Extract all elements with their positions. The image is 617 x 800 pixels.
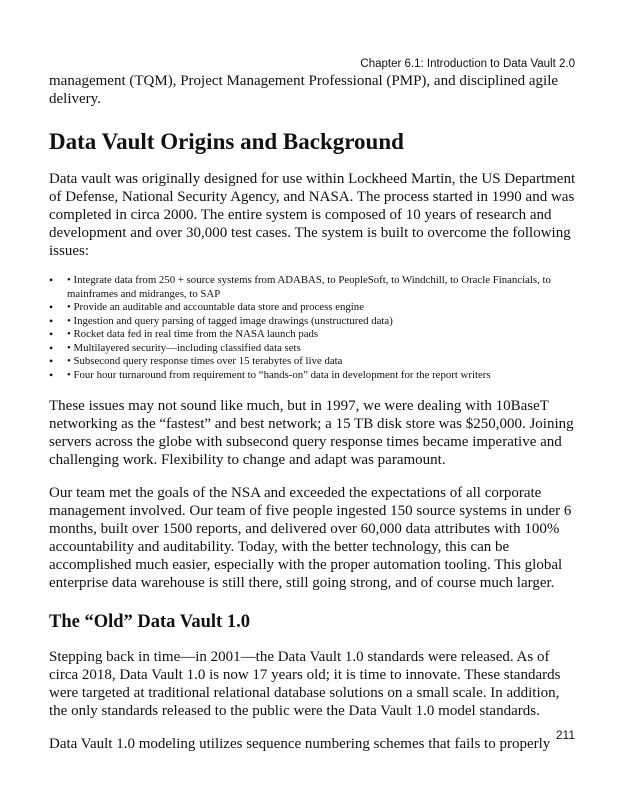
issues-bullet-list xyxy=(49,274,577,382)
list-item: • • Subsecond query response times over 15 terabytes of live data xyxy=(67,355,577,369)
dv1-paragraph-1: Stepping back in time—in 2001—the Data Vault 1.0 standards were released. As of circa 2018, Data Vault 1.0 is now 17 years old; it is time to innovate. These standards were targeted at traditional relational database solutions on a small scale. In addition, the only standards released to the public were the Data Vault 1.0 model standards. xyxy=(49,649,561,719)
intro-continuation-paragraph: management (TQM), Project Management Professional (PMP), and disciplined agile delivery. xyxy=(49,73,559,107)
page-body xyxy=(49,72,577,753)
origins-paragraph-2: These issues may not sound like much, but in 1997, we were dealing with 10BaseT networking as the “fastest” and best network; a 15 TB disk store was $250,000. Joining servers across the globe with subsecond query response times became imperative and challenging work. Flexibility to change and adapt was paramount. xyxy=(49,398,574,468)
list-item: • • Ingestion and query parsing of tagged image drawings (unstructured data) xyxy=(67,315,577,329)
dv1-paragraph-2: Data Vault 1.0 modeling utilizes sequence numbering schemes that fails to properly xyxy=(49,736,551,752)
list-item: • • Rocket data fed in real time from the NASA launch pads xyxy=(67,328,577,342)
origins-paragraph-1: Data vault was originally designed for use within Lockheed Martin, the US Department of Defense, National Security Agency, and NASA. The process started in 1990 and was completed in circa 2000. The entire system is composed of 10 years of research and development and over 30,000 test cases. The system is built to overcome the following issues: xyxy=(49,171,576,259)
running-header: Chapter 6.1: Introduction to Data Vault 2.0 xyxy=(360,58,575,70)
list-item: • • Four hour turnaround from requirement to “hands-on” data in development for the report writers xyxy=(67,369,577,383)
section-heading-data-vault-1: The “Old” Data Vault 1.0 xyxy=(49,612,250,632)
list-item: • • Integrate data from 250 + source systems from ADABAS, to PeopleSoft, to Windchill, to Oracle Financials, to mainframes and midranges, to SAP xyxy=(67,274,577,301)
origins-paragraph-3: Our team met the goals of the NSA and exceeded the expectations of all corporate management involved. Our team of five people ingested 150 source systems in under 6 months, built over 1500 reports, and delivered over 60,000 data attributes with 100% accountability and auditability. Today, with the better technology, this can be accomplished much easier, especially with the proper automation tooling. This global enterprise data warehouse is still there, still going strong, and of course much larger. xyxy=(49,485,572,591)
list-item: • • Multilayered security—including classified data sets xyxy=(67,342,577,356)
page-number: 211 xyxy=(555,728,575,742)
section-heading-origins: Data Vault Origins and Background xyxy=(49,129,404,154)
list-item: • • Provide an auditable and accountable data store and process engine xyxy=(67,301,577,315)
